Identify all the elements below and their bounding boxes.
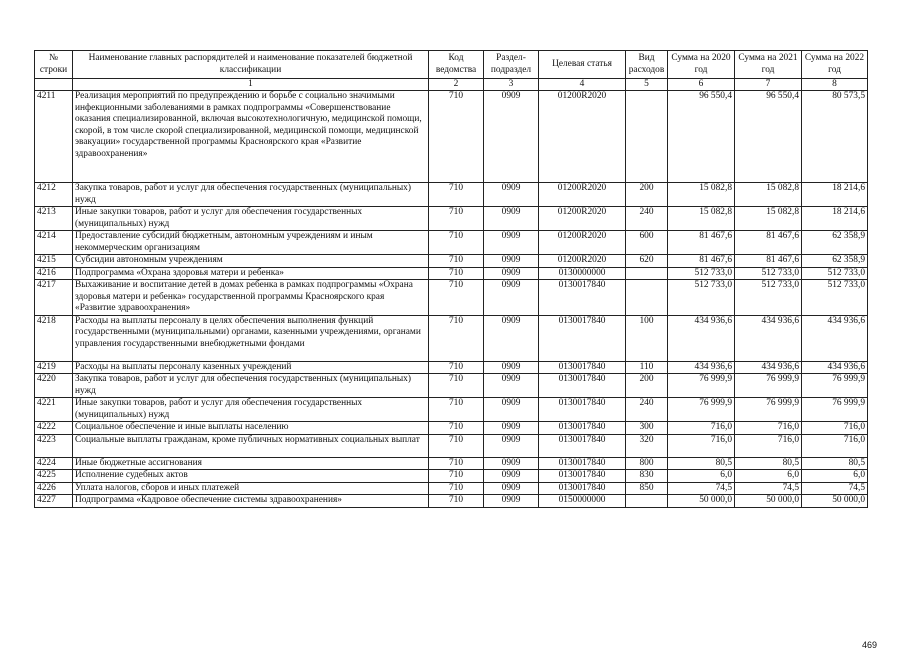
cell-section: 0909 — [484, 374, 539, 398]
cell-row-no: 4214 — [35, 231, 73, 255]
header-row-no: № строки — [35, 51, 73, 79]
cell-section: 0909 — [484, 422, 539, 435]
cell-section: 0909 — [484, 280, 539, 316]
column-number: 2 — [429, 79, 484, 91]
cell-row-no: 4227 — [35, 495, 73, 508]
cell-name: Социальные выплаты гражданам, кроме публичных нормативных социальных выплат — [73, 434, 429, 457]
cell-section: 0909 — [484, 91, 539, 183]
cell-name: Уплата налогов, сборов и иных платежей — [73, 482, 429, 495]
cell-row-no: 4221 — [35, 398, 73, 422]
header-sum-2022: Сумма на 2022 год — [802, 51, 868, 79]
cell-target: 0130017840 — [539, 422, 626, 435]
cell-sum-2021: 6,0 — [735, 470, 802, 483]
cell-sum-2021: 81 467,6 — [735, 231, 802, 255]
cell-sum-2020: 80,5 — [668, 457, 735, 470]
cell-exp-type — [626, 280, 668, 316]
table-row — [35, 482, 868, 495]
cell-row-no: 4225 — [35, 470, 73, 483]
cell-name: Расходы на выплаты персоналу казенных учреждений — [73, 361, 429, 374]
cell-sum-2022: 434 936,6 — [802, 315, 868, 361]
cell-dept-code: 710 — [429, 398, 484, 422]
cell-sum-2021: 15 082,8 — [735, 207, 802, 231]
cell-sum-2021: 76 999,9 — [735, 374, 802, 398]
header-section: Раздел-подраздел — [484, 51, 539, 79]
cell-exp-type: 110 — [626, 361, 668, 374]
table-row — [35, 183, 868, 207]
cell-exp-type — [626, 267, 668, 280]
cell-sum-2020: 434 936,6 — [668, 315, 735, 361]
column-number: 6 — [668, 79, 735, 91]
table-row — [35, 374, 868, 398]
cell-sum-2020: 716,0 — [668, 434, 735, 457]
cell-sum-2022: 512 733,0 — [802, 280, 868, 316]
cell-section: 0909 — [484, 255, 539, 268]
cell-sum-2021: 81 467,6 — [735, 255, 802, 268]
cell-section: 0909 — [484, 434, 539, 457]
cell-name: Предоставление субсидий бюджетным, автономным учреждениям и иным некоммерческим организациям — [73, 231, 429, 255]
cell-row-no: 4223 — [35, 434, 73, 457]
cell-sum-2021: 80,5 — [735, 457, 802, 470]
cell-name: Иные закупки товаров, работ и услуг для обеспечения государственных (муниципальных) нужд — [73, 207, 429, 231]
cell-exp-type — [626, 495, 668, 508]
cell-sum-2021: 434 936,6 — [735, 315, 802, 361]
header-target: Целевая статья — [539, 51, 626, 79]
cell-sum-2021: 716,0 — [735, 422, 802, 435]
cell-exp-type: 320 — [626, 434, 668, 457]
cell-row-no: 4226 — [35, 482, 73, 495]
cell-name: Исполнение судебных актов — [73, 470, 429, 483]
cell-exp-type: 200 — [626, 374, 668, 398]
cell-section: 0909 — [484, 482, 539, 495]
table-row — [35, 267, 868, 280]
cell-exp-type: 100 — [626, 315, 668, 361]
cell-sum-2022: 80,5 — [802, 457, 868, 470]
cell-sum-2021: 96 550,4 — [735, 91, 802, 183]
cell-name: Подпрограмма «Кадровое обеспечение системы здравоохранения» — [73, 495, 429, 508]
cell-sum-2022: 74,5 — [802, 482, 868, 495]
header-name: Наименование главных распорядителей и наименование показателей бюджетной классификации — [73, 51, 429, 79]
cell-section: 0909 — [484, 361, 539, 374]
cell-name: Подпрограмма «Охрана здоровья матери и ребенка» — [73, 267, 429, 280]
table-row — [35, 231, 868, 255]
cell-sum-2020: 76 999,9 — [668, 398, 735, 422]
page-number: 469 — [862, 640, 878, 650]
cell-sum-2022: 716,0 — [802, 434, 868, 457]
column-number: 1 — [73, 79, 429, 91]
cell-name: Расходы на выплаты персоналу в целях обеспечения выполнения функций государственными (муниципальными) органами, казенными учреждениями, органами управления государственными внебюджетными фондами — [73, 315, 429, 361]
table-row — [35, 398, 868, 422]
cell-sum-2021: 512 733,0 — [735, 267, 802, 280]
cell-exp-type: 800 — [626, 457, 668, 470]
table-row — [35, 422, 868, 435]
cell-section: 0909 — [484, 315, 539, 361]
cell-name: Закупка товаров, работ и услуг для обеспечения государственных (муниципальных) нужд — [73, 374, 429, 398]
cell-dept-code: 710 — [429, 422, 484, 435]
cell-dept-code: 710 — [429, 361, 484, 374]
cell-sum-2020: 96 550,4 — [668, 91, 735, 183]
cell-sum-2022: 512 733,0 — [802, 267, 868, 280]
cell-dept-code: 710 — [429, 315, 484, 361]
cell-exp-type: 620 — [626, 255, 668, 268]
cell-dept-code: 710 — [429, 255, 484, 268]
cell-exp-type: 850 — [626, 482, 668, 495]
cell-target: 01200R2020 — [539, 207, 626, 231]
header-dept-code: Код ведомства — [429, 51, 484, 79]
cell-dept-code: 710 — [429, 231, 484, 255]
cell-sum-2021: 716,0 — [735, 434, 802, 457]
cell-target: 01200R2020 — [539, 231, 626, 255]
cell-sum-2021: 434 936,6 — [735, 361, 802, 374]
cell-sum-2022: 80 573,5 — [802, 91, 868, 183]
cell-sum-2020: 6,0 — [668, 470, 735, 483]
cell-exp-type: 240 — [626, 398, 668, 422]
cell-dept-code: 710 — [429, 457, 484, 470]
cell-exp-type — [626, 91, 668, 183]
cell-sum-2020: 434 936,6 — [668, 361, 735, 374]
cell-exp-type: 600 — [626, 231, 668, 255]
cell-name: Закупка товаров, работ и услуг для обеспечения государственных (муниципальных) нужд — [73, 183, 429, 207]
cell-row-no: 4211 — [35, 91, 73, 183]
cell-sum-2020: 81 467,6 — [668, 231, 735, 255]
cell-target: 0130017840 — [539, 398, 626, 422]
cell-sum-2021: 74,5 — [735, 482, 802, 495]
cell-dept-code: 710 — [429, 374, 484, 398]
cell-dept-code: 710 — [429, 267, 484, 280]
cell-sum-2022: 76 999,9 — [802, 374, 868, 398]
column-number: 8 — [802, 79, 868, 91]
table-row — [35, 280, 868, 316]
cell-row-no: 4217 — [35, 280, 73, 316]
table-header-row — [35, 51, 868, 79]
cell-section: 0909 — [484, 207, 539, 231]
cell-section: 0909 — [484, 398, 539, 422]
cell-sum-2020: 15 082,8 — [668, 183, 735, 207]
table-row — [35, 434, 868, 457]
cell-target: 0130000000 — [539, 267, 626, 280]
cell-sum-2020: 74,5 — [668, 482, 735, 495]
cell-sum-2021: 50 000,0 — [735, 495, 802, 508]
header-exp-type: Вид расходов — [626, 51, 668, 79]
cell-sum-2022: 62 358,9 — [802, 231, 868, 255]
cell-sum-2022: 716,0 — [802, 422, 868, 435]
column-number: 4 — [539, 79, 626, 91]
cell-row-no: 4222 — [35, 422, 73, 435]
cell-target: 0150000000 — [539, 495, 626, 508]
cell-dept-code: 710 — [429, 183, 484, 207]
cell-section: 0909 — [484, 267, 539, 280]
document-page — [34, 50, 878, 650]
cell-target: 0130017840 — [539, 470, 626, 483]
cell-section: 0909 — [484, 231, 539, 255]
cell-exp-type: 300 — [626, 422, 668, 435]
cell-name: Иные закупки товаров, работ и услуг для обеспечения государственных (муниципальных) нужд — [73, 398, 429, 422]
cell-sum-2022: 18 214,6 — [802, 183, 868, 207]
cell-target: 0130017840 — [539, 482, 626, 495]
cell-sum-2022: 76 999,9 — [802, 398, 868, 422]
cell-exp-type: 240 — [626, 207, 668, 231]
cell-name: Субсидии автономным учреждениям — [73, 255, 429, 268]
cell-target: 01200R2020 — [539, 183, 626, 207]
column-number-row — [35, 79, 868, 91]
cell-name: Социальное обеспечение и иные выплаты населению — [73, 422, 429, 435]
cell-sum-2020: 76 999,9 — [668, 374, 735, 398]
table-row — [35, 91, 868, 183]
cell-sum-2020: 15 082,8 — [668, 207, 735, 231]
cell-row-no: 4219 — [35, 361, 73, 374]
table-row — [35, 457, 868, 470]
cell-sum-2020: 512 733,0 — [668, 267, 735, 280]
cell-dept-code: 710 — [429, 482, 484, 495]
cell-dept-code: 710 — [429, 91, 484, 183]
cell-dept-code: 710 — [429, 470, 484, 483]
cell-exp-type: 830 — [626, 470, 668, 483]
budget-table — [34, 50, 868, 508]
cell-exp-type: 200 — [626, 183, 668, 207]
cell-target: 01200R2020 — [539, 91, 626, 183]
cell-row-no: 4213 — [35, 207, 73, 231]
table-row — [35, 315, 868, 361]
cell-sum-2020: 50 000,0 — [668, 495, 735, 508]
header-sum-2021: Сумма на 2021 год — [735, 51, 802, 79]
cell-target: 0130017840 — [539, 434, 626, 457]
cell-name: Реализация мероприятий по предупреждению и борьбе с социально значимыми инфекционными заболеваниями в рамках подпрограммы «Совершенствование оказания специализированной, включая высокотехнологичную, медицинской помощи, скорой, в том числе скорой специализированной, медицинской помощи, медицинской эвакуации» государственной программы Красноярского края «Развитие здравоохранения» — [73, 91, 429, 183]
cell-section: 0909 — [484, 457, 539, 470]
cell-target: 0130017840 — [539, 361, 626, 374]
cell-target: 0130017840 — [539, 315, 626, 361]
cell-section: 0909 — [484, 495, 539, 508]
cell-section: 0909 — [484, 183, 539, 207]
cell-sum-2021: 512 733,0 — [735, 280, 802, 316]
cell-sum-2020: 512 733,0 — [668, 280, 735, 316]
cell-target: 0130017840 — [539, 280, 626, 316]
column-number: 3 — [484, 79, 539, 91]
table-row — [35, 255, 868, 268]
column-number — [35, 79, 73, 91]
cell-sum-2022: 434 936,6 — [802, 361, 868, 374]
cell-dept-code: 710 — [429, 434, 484, 457]
cell-sum-2020: 716,0 — [668, 422, 735, 435]
cell-row-no: 4224 — [35, 457, 73, 470]
table-row — [35, 207, 868, 231]
cell-section: 0909 — [484, 470, 539, 483]
cell-target: 0130017840 — [539, 374, 626, 398]
cell-target: 01200R2020 — [539, 255, 626, 268]
cell-dept-code: 710 — [429, 280, 484, 316]
cell-dept-code: 710 — [429, 207, 484, 231]
cell-sum-2022: 50 000,0 — [802, 495, 868, 508]
cell-name: Иные бюджетные ассигнования — [73, 457, 429, 470]
cell-row-no: 4215 — [35, 255, 73, 268]
cell-name: Выхаживание и воспитание детей в домах ребенка в рамках подпрограммы «Охрана здоровья матери и ребенка» государственной программы Красноярского края «Развитие здравоохранения» — [73, 280, 429, 316]
table-row — [35, 495, 868, 508]
cell-target: 0130017840 — [539, 457, 626, 470]
header-sum-2020: Сумма на 2020 год — [668, 51, 735, 79]
cell-dept-code: 710 — [429, 495, 484, 508]
cell-row-no: 4212 — [35, 183, 73, 207]
cell-sum-2021: 15 082,8 — [735, 183, 802, 207]
column-number: 7 — [735, 79, 802, 91]
cell-sum-2022: 18 214,6 — [802, 207, 868, 231]
cell-sum-2021: 76 999,9 — [735, 398, 802, 422]
cell-row-no: 4220 — [35, 374, 73, 398]
cell-sum-2022: 62 358,9 — [802, 255, 868, 268]
cell-sum-2020: 81 467,6 — [668, 255, 735, 268]
cell-row-no: 4216 — [35, 267, 73, 280]
cell-sum-2022: 6,0 — [802, 470, 868, 483]
column-number: 5 — [626, 79, 668, 91]
table-row — [35, 361, 868, 374]
cell-row-no: 4218 — [35, 315, 73, 361]
table-row — [35, 470, 868, 483]
